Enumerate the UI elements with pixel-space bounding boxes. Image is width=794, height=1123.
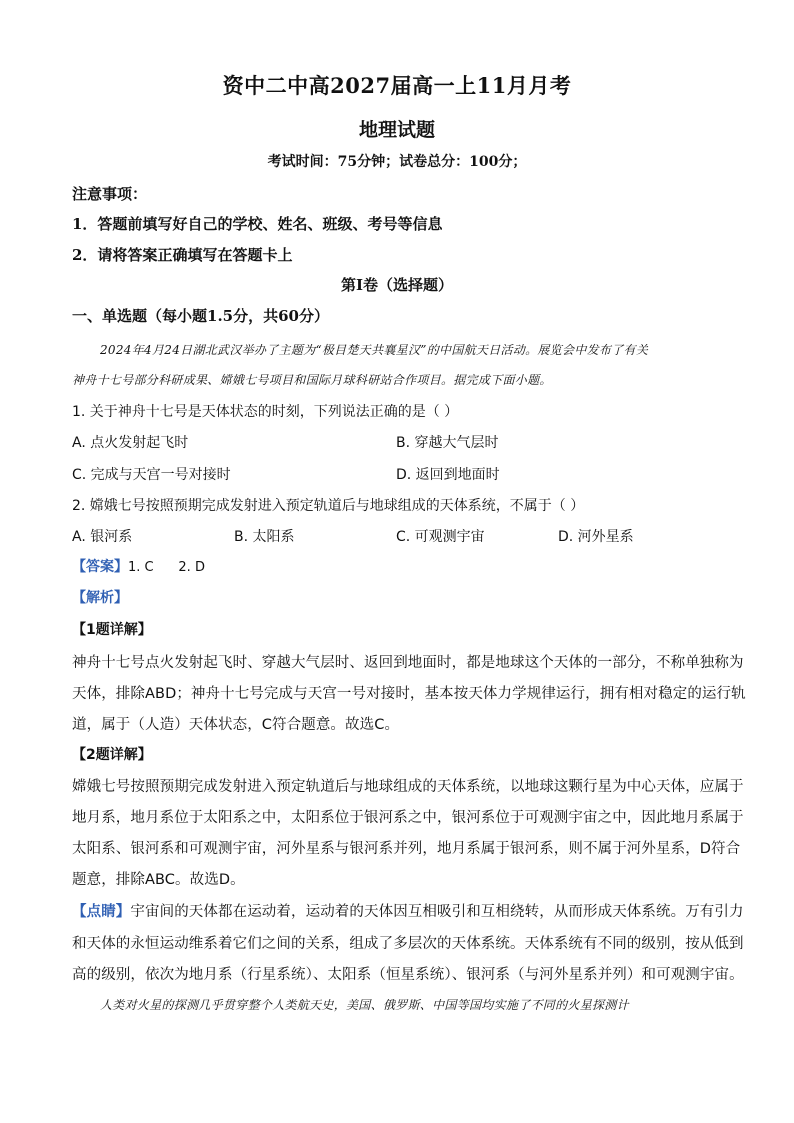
note-item-1: 1．答题前填写好自己的学校、姓名、班级、考号等信息 (72, 215, 443, 233)
question-2-option-a: A. 银河系 (72, 529, 133, 545)
tip-row-1 (72, 900, 744, 921)
tip-line-2: 和天体的永恒运动维系着它们之间的关系，组成了多层次的天体系统。天体系统有不同的级别，按从低到 (72, 936, 744, 952)
detail-2-line-2: 地月系，地月系位于太阳系之中，太阳系位于银河系之中，银河系位于可观测宇宙之中，因此地月系属于 (72, 810, 744, 826)
detail-2-label: 【2题详解】 (72, 747, 152, 763)
exam-title: 资中二中高2027届高一上11月月考 (222, 73, 572, 98)
answer-row (72, 556, 205, 576)
tip-label: 【点睛】 (72, 904, 131, 920)
detail-1-line-3: 道，属于（人造）天体状态，C符合题意。故选C。 (72, 717, 400, 733)
question-2-option-c: C. 可观测宇宙 (396, 529, 485, 545)
analysis-label: 【解析】 (72, 590, 128, 606)
question-1-option-a: A. 点火发射起飞时 (72, 435, 189, 451)
detail-2-line-4: 题意，排除ABC。故选D。 (72, 872, 245, 888)
question-1-option-d: D. 返回到地面时 (396, 467, 500, 483)
detail-1-line-2: 天体，排除ABD；神舟十七号完成与天宫一号对接时，基本按天体力学规律运行，拥有相对稳定的运行轨 (72, 686, 746, 702)
exam-time-info: 考试时间：75分钟；试卷总分：100分； (267, 154, 527, 170)
detail-2-line-3: 太阳系、银河系和可观测宇宙，河外星系与银河系并列，地月系属于银河系，则不属于河外星系，D符合 (72, 841, 741, 857)
question-2-stem: 2. 嫦娥七号按照预期完成发射进入预定轨道后与地球组成的天体系统，不属于（ ） (72, 498, 585, 514)
notes-heading: 注意事项： (72, 185, 148, 203)
detail-1-label: 【1题详解】 (72, 622, 152, 638)
tip-line-1: 宇宙间的天体都在运动着，运动着的天体因互相吸引和互相绕转，从而形成天体系统。万有引力 (130, 904, 744, 920)
part-title: 一、单选题（每小题1.5分，共60分） (72, 307, 329, 325)
answer-value: 1. C 2. D (128, 560, 205, 575)
subject-title: 地理试题 (358, 119, 435, 141)
answer-label: 【答案】 (72, 559, 128, 575)
question-1-option-c: C. 完成与天宫一号对接时 (72, 467, 231, 483)
volume-title: 第I卷（选择题） (340, 276, 454, 294)
question-1-stem: 1. 关于神舟十七号是天体状态的时刻，下列说法正确的是（ ） (72, 404, 459, 420)
question-1-option-b: B. 穿越大气层时 (396, 435, 499, 451)
detail-2-line-1: 嫦娥七号按照预期完成发射进入预定轨道后与地球组成的天体系统，以地球这颗行星为中心天体，应属于 (72, 779, 744, 795)
passage1-line2: 神舟十七号部分科研成果、嫦娥七号项目和国际月球科研站合作项目。据完成下面小题。 (72, 373, 552, 387)
passage2-line1: 人类对火星的探测几乎贯穿整个人类航天史，美国、俄罗斯、中国等国均实施了不同的火星探测计 (100, 998, 629, 1012)
tip-line-3: 高的级别，依次为地月系（行星系统）、太阳系（恒星系统）、银河系（与河外星系并列）和可观测宇宙。 (72, 967, 744, 983)
note-item-2: 2．请将答案正确填写在答题卡上 (72, 246, 293, 264)
passage1-line1: 2024年4月24日湖北武汉举办了主题为“极目楚天共襄星汉”的中国航天日活动。展览会中发布了有关 (100, 343, 649, 357)
question-2-option-b: B. 太阳系 (234, 529, 295, 545)
question-2-option-d: D. 河外星系 (558, 529, 634, 545)
detail-1-line-1: 神舟十七号点火发射起飞时、穿越大气层时、返回到地面时，都是地球这个天体的一部分，不称单独称为 (72, 655, 744, 671)
